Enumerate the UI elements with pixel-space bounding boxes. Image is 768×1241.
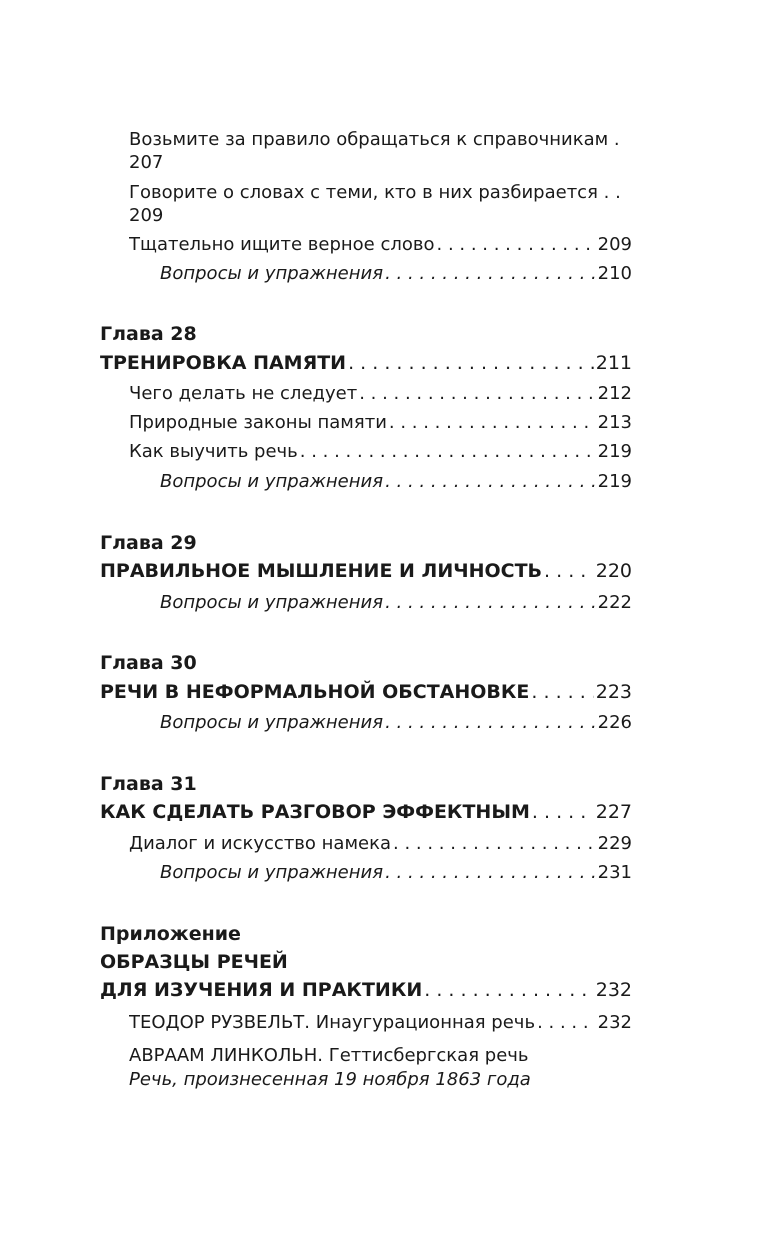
leader-dots [385,262,596,286]
toc-entry[interactable] [160,262,632,286]
toc-entry[interactable] [129,233,632,257]
page-number: 207 [129,152,164,173]
toc-entry-title: Природные законы памяти [129,412,387,433]
page-number: 209 [129,205,164,226]
toc-entry-title: Диалог и искусство намека [129,833,392,854]
leader-dots [531,680,593,704]
page-number: 213 [597,412,632,433]
leader-dots [393,832,596,856]
leader-dots [424,978,593,1002]
chapter-title-entry[interactable] [100,800,632,824]
toc-entry-title: Вопросы и упражнения [160,862,384,883]
page-number: 220 [595,560,632,582]
page-number: 231 [597,862,632,883]
toc-entry[interactable] [129,1044,632,1068]
toc-entry[interactable] [129,128,632,152]
appendix-title-line1[interactable]: ОБРАЗЦЫ РЕЧЕЙ [100,951,288,973]
appendix-label: Приложение [100,923,241,945]
toc-entry-title: Чего делать не следует [129,383,358,404]
chapter-title: ТРЕНИРОВКА ПАМЯТИ [100,352,347,374]
page-number: 232 [595,979,632,1001]
leader-dots [385,861,596,885]
chapter-label: Глава 31 [100,773,197,795]
chapter-title: ПРАВИЛЬНОЕ МЫШЛЕНИЕ И ЛИЧНОСТЬ [100,560,543,582]
leader-dots [532,800,594,824]
toc-entry[interactable] [129,832,632,856]
leader-dots [385,711,596,735]
toc-entry-title: Вопросы и упражнения [160,592,384,613]
appendix-title-entry[interactable] [100,978,632,1002]
page-number: 226 [597,712,632,733]
chapter-title: КАК СДЕЛАТЬ РАЗГОВОР ЭФФЕКТНЫМ [100,801,530,823]
toc-entry[interactable] [129,440,632,464]
toc-entry-title: Вопросы и упражнения [160,471,384,492]
appendix-title-line2: ДЛЯ ИЗУЧЕНИЯ И ПРАКТИКИ [100,979,423,1001]
page-number: 219 [597,441,632,462]
toc-entry-page [129,204,632,228]
page-number: 229 [597,833,632,854]
chapter-title-entry[interactable] [100,351,632,375]
toc-entry-title: Возьмите за правило обращаться к справочникам . [129,129,620,150]
toc-entry-title: Тщательно ищите верное слово [129,234,435,255]
toc-entry-title: АВРААМ ЛИНКОЛЬН. Геттисбергская речь [129,1045,529,1066]
toc-entry-title: Говорите о словах с теми, кто в них разбирается . . [129,182,621,203]
leader-dots [348,351,594,375]
toc-entry[interactable] [160,470,632,494]
leader-dots [359,382,595,406]
leader-dots [389,411,596,435]
leader-dots [537,1011,596,1035]
toc-entry[interactable] [160,591,632,615]
page-number: 209 [597,234,632,255]
page-number: 212 [597,383,632,404]
chapter-title-entry[interactable] [100,559,632,583]
page-number: 222 [597,592,632,613]
leader-dots [437,233,596,257]
toc-entry-page [129,151,632,175]
toc-entry-subtitle: Речь, произнесенная 19 ноября 1863 года [129,1069,531,1090]
page-number: 223 [595,681,632,703]
chapter-title: РЕЧИ В НЕФОРМАЛЬНОЙ ОБСТАНОВКЕ [100,681,530,703]
page-number: 232 [597,1012,632,1033]
leader-dots [300,440,596,464]
leader-dots [385,591,596,615]
chapter-label: Глава 29 [100,532,197,554]
leader-dots [544,559,594,583]
leader-dots [385,470,596,494]
toc-entry[interactable] [129,411,632,435]
toc-entry[interactable] [160,861,632,885]
toc-entry[interactable] [160,711,632,735]
page-number: 210 [597,263,632,284]
toc-entry[interactable] [129,1011,632,1035]
toc-entry-title: Вопросы и упражнения [160,712,384,733]
toc-entry-title: Вопросы и упражнения [160,263,384,284]
toc-entry-title: Как выучить речь [129,441,298,462]
page-number: 211 [595,352,632,374]
toc-entry[interactable] [129,181,632,205]
page-number: 219 [597,471,632,492]
chapter-title-entry[interactable] [100,680,632,704]
toc-entry-title: ТЕОДОР РУЗВЕЛЬТ. Инаугурационная речь [129,1012,536,1033]
toc-entry[interactable] [129,382,632,406]
page-number: 227 [595,801,632,823]
chapter-label: Глава 28 [100,323,197,345]
chapter-label: Глава 30 [100,652,197,674]
